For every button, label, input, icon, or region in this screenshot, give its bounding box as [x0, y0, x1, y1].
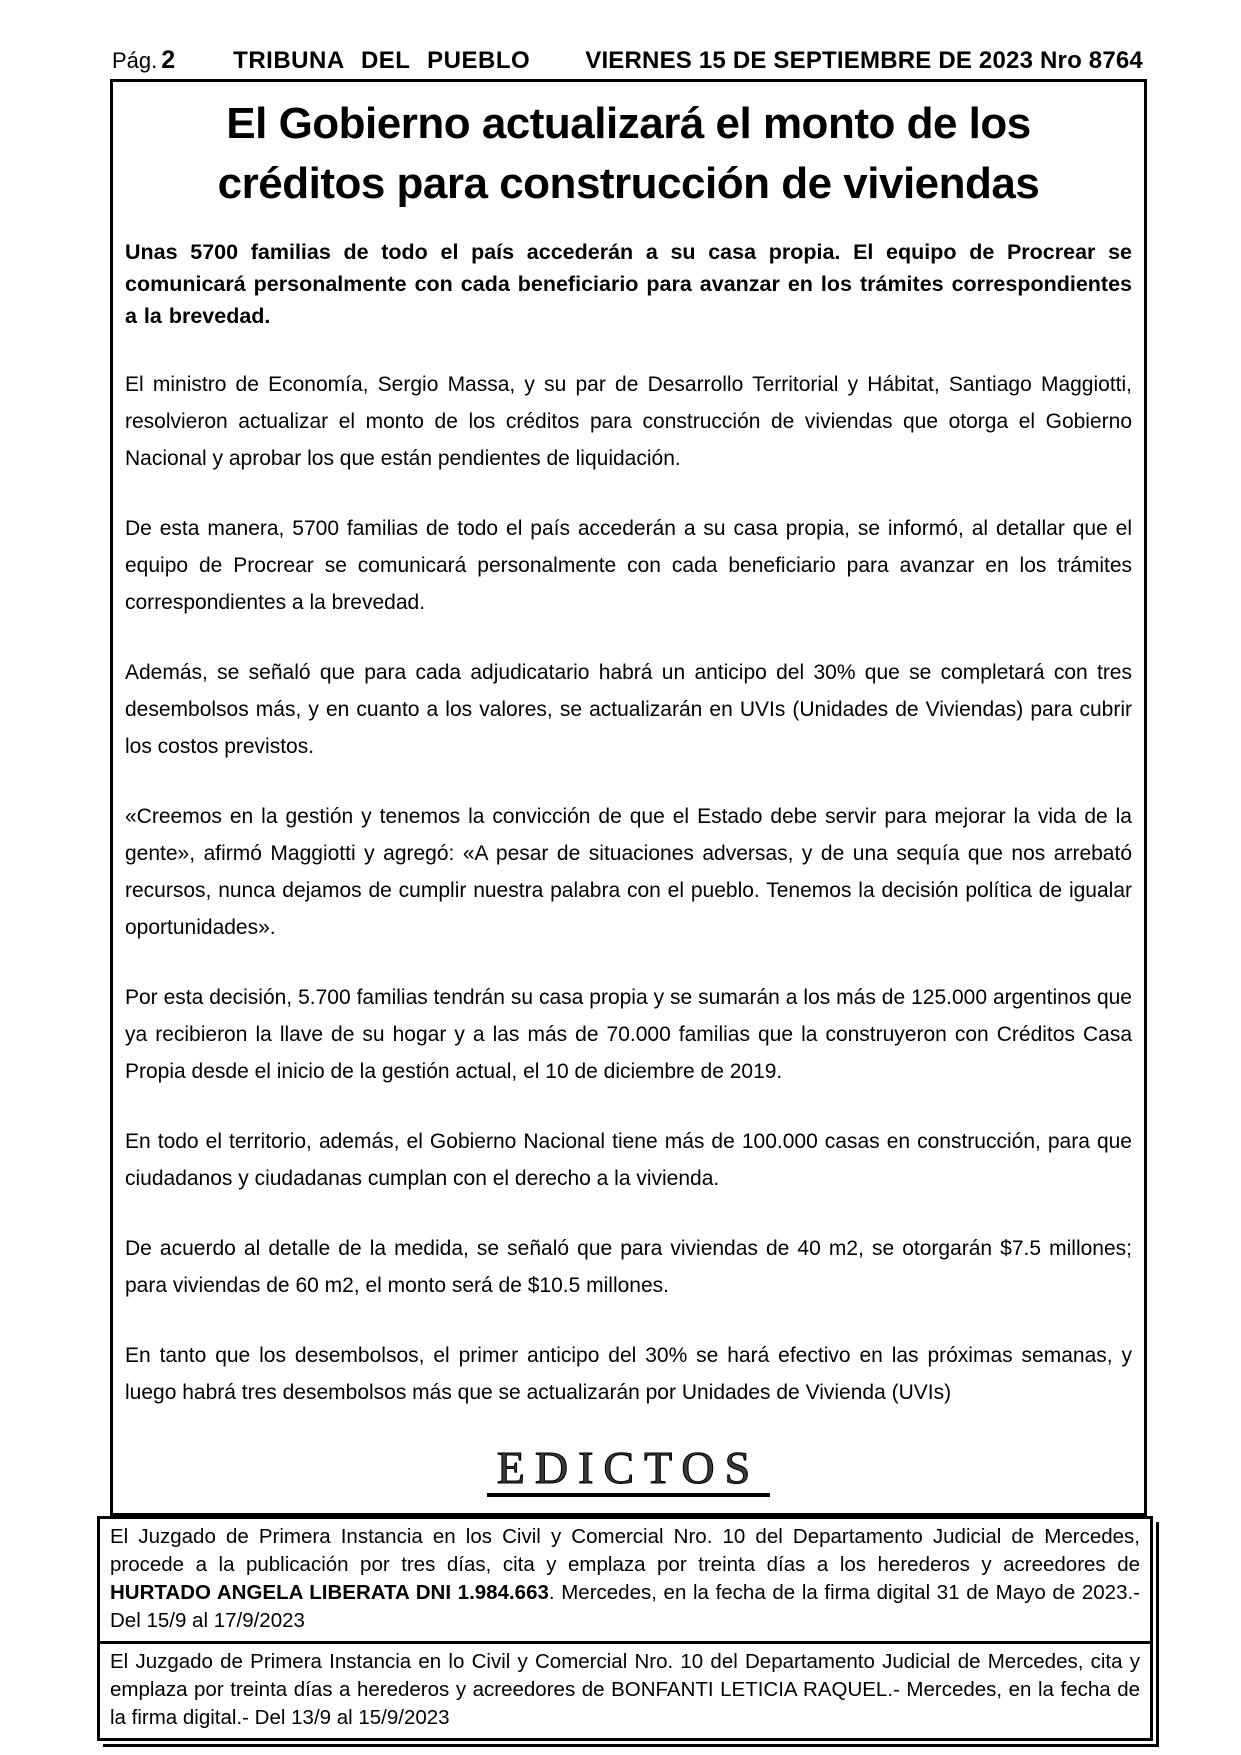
legal-notice-2 — [97, 1641, 1153, 1741]
article-paragraph-6: En todo el territorio, además, el Gobierno Nacional tiene más de 100.000 casas en construcción, para que ciudadanos y ciudadanas cumplan con el derecho a la vivienda. — [125, 1130, 1132, 1190]
article-paragraph-3: Además, se señaló que para cada adjudicatario habrá un anticipo del 30% que se completará con tres desembolsos más, y en cuanto a los valores, se actualizarán en UVIs (Unidades de Viviendas) para cubrir los costos previstos. — [125, 661, 1132, 758]
legal-notice-2-text — [110, 1648, 1140, 1732]
edictos-section-header — [125, 1444, 1132, 1501]
page-number-block — [112, 46, 175, 75]
article-paragraph-7: De acuerdo al detalle de la medida, se señaló que para viviendas de 40 m2, se otorgarán $7.5 millones; para viviendas de 60 m2, el monto será de $10.5 millones. — [125, 1237, 1132, 1297]
article-paragraph-5: Por esta decisión, 5.700 familias tendrán su casa propia y se sumarán a los más de 125.000 argentinos que ya recibieron la llave de su hogar y a las más de 70.000 familias que la construyeron con Créditos Casa Propia desde el inicio de la gestión actual, el 10 de diciembre de 2019. — [125, 986, 1132, 1083]
headline-line-2: créditos para construcción de viviendas — [217, 159, 1040, 208]
page-number-label: Pág. — [112, 48, 158, 73]
article-lede: Unas 5700 familias de todo el país accederán a su casa propia. El equipo de Procrear se comunicará personalmente con cada beneficiario para avanzar en los trámites correspondientes a la brevedad. — [125, 240, 1132, 328]
page-number-value: 2 — [161, 46, 176, 74]
article-box — [110, 79, 1147, 1516]
article-headline — [125, 94, 1132, 214]
page-header — [110, 46, 1147, 79]
legal-notice-1-bold-name: HURTADO ANGELA LIBERATA DNI 1.984.663 — [110, 1581, 549, 1605]
article-paragraph-4: «Creemos en la gestión y tenemos la convicción de que el Estado debe servir para mejorar la vida de la gente», afirmó Maggiotti y agregó: «A pesar de situaciones adversas, y de una sequía que nos arrebató recursos, nunca dejamos de cumplir nuestra palabra con el pueblo. Tenemos la decisión política de igualar oportunidades». — [125, 805, 1132, 939]
legal-notice-1 — [97, 1516, 1153, 1644]
article-paragraph-2: De esta manera, 5700 familias de todo el país accederán a su casa propia, se informó, al detallar que el equipo de Procrear se comunicará personalmente con cada beneficiario para avanzar en los trámites correspondientes a la brevedad. — [125, 517, 1132, 614]
article-paragraph-1: El ministro de Economía, Sergio Massa, y su par de Desarrollo Territorial y Hábitat, Santiago Maggiotti, resolvieron actualizar el monto de los créditos para construcción de viviendas que otorga el Gobierno Nacional y aprobar los que están pendientes de liquidación. — [125, 373, 1132, 470]
edictos-section-title: EDICTOS — [487, 1444, 770, 1497]
legal-notice-1-text — [110, 1523, 1140, 1635]
legal-notice-1-text-after: . Mercedes, en la fecha de la firma digital 31 de Mayo de 2023.- Del 15/9 al 17/9/2023 — [110, 1581, 1140, 1633]
legal-notice-2-text-before: El Juzgado de Primera Instancia en lo Civil y Comercial Nro. 10 del Departamento Judicial de Mercedes, cita y emplaza por treinta días a herederos y acreedores de BONFANTI LETICIA RAQUEL.- Mercedes, en la fecha de la firma digital.- Del 13/9 al 15/9/2023 — [110, 1650, 1140, 1730]
headline-line-1: El Gobierno actualizará el monto de los — [226, 99, 1031, 148]
article-paragraph-8: En tanto que los desembolsos, el primer anticipo del 30% se hará efectivo en las próximas semanas, y luego habrá tres desembolsos más que se actualizarán por Unidades de Vivienda (UVIs) — [125, 1344, 1132, 1404]
issue-date-number: VIERNES 15 DE SEPTIEMBRE DE 2023 Nro 8764 — [585, 47, 1143, 74]
masthead-title: TRIBUNA DEL PUEBLO — [233, 47, 531, 74]
legal-notice-1-text-before: El Juzgado de Primera Instancia en los Civil y Comercial Nro. 10 del Departamento Judicial de Mercedes, procede a la publicación por tres días, cita y emplaza por treinta días a los herederos y acreedores de — [110, 1525, 1140, 1577]
